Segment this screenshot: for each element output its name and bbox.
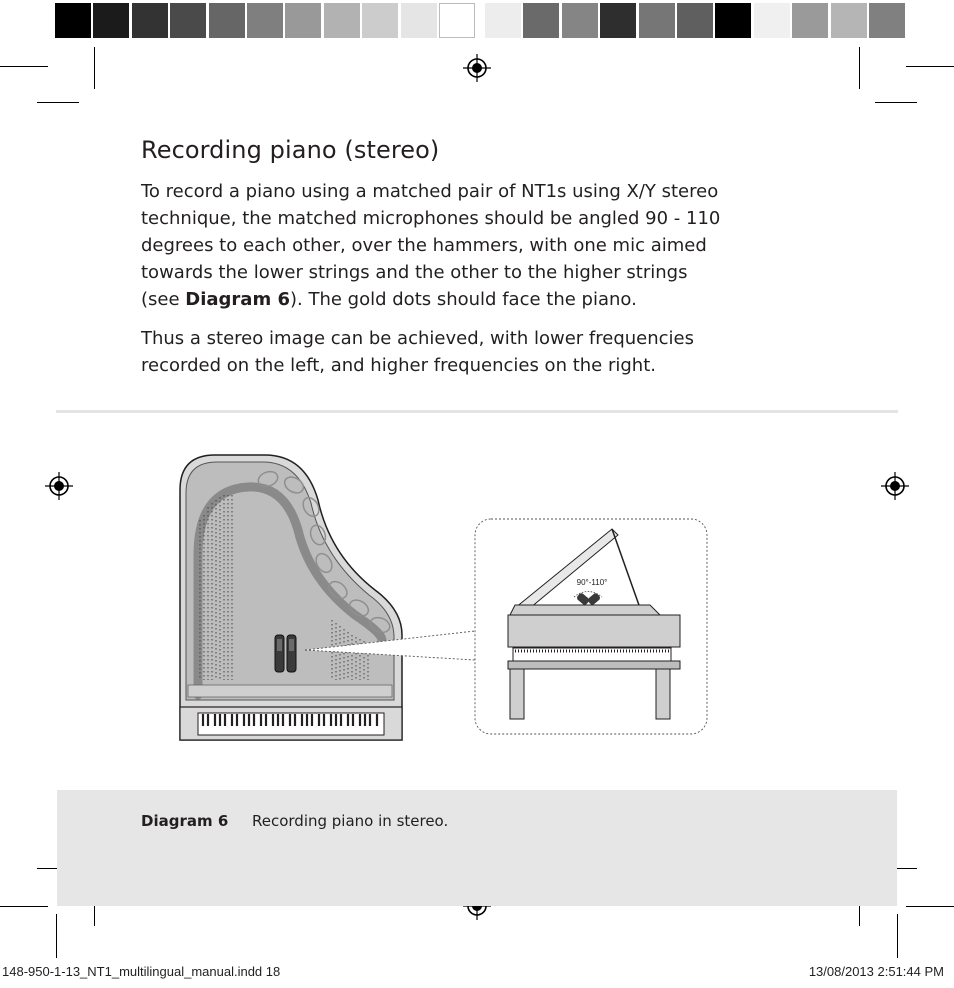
color-swatch [562,3,598,38]
body-paragraph [141,325,781,379]
color-swatch [439,3,475,38]
paragraph-line: technique, the matched microphones should be angled 90 - 110 [141,208,721,229]
body-paragraph [141,178,781,313]
registration-mark-icon [462,53,492,83]
color-swatch [869,3,905,38]
color-swatch [93,3,129,38]
registration-mark-icon [880,471,910,501]
angle-label: 90°-110° [576,578,608,587]
color-swatch [285,3,321,38]
slug-filename: 148-950-1-13_NT1_multilingual_manual.indd 18 [2,964,281,979]
color-swatch [523,3,559,38]
piano-stereo-diagram [170,445,715,745]
color-swatch [132,3,168,38]
slug-timestamp: 13/08/2013 2:51:44 PM [808,964,944,979]
grand-piano-top-view-illustration [180,455,402,740]
color-swatch [324,3,360,38]
color-swatch [639,3,675,38]
section-heading: Recording piano (stereo) [141,136,440,164]
paragraph-line [141,286,781,313]
color-swatch [55,3,91,38]
diagram-reference: Diagram 6 [185,289,290,310]
caption-band [57,790,897,906]
color-swatch [677,3,713,38]
color-swatch [754,3,790,38]
color-swatch [600,3,636,38]
color-swatch [792,3,828,38]
paragraph-line: degrees to each other, over the hammers, with one mic aimed [141,235,707,256]
paragraph-text: ). The gold dots should face the piano. [290,289,637,310]
color-swatch [831,3,867,38]
caption-label: Diagram 6 [141,812,229,830]
color-swatch [715,3,751,38]
color-swatch [209,3,245,38]
color-swatch [247,3,283,38]
color-swatch [362,3,398,38]
registration-mark-icon [44,471,74,501]
paragraph-line: recorded on the left, and higher frequencies on the right. [141,355,656,376]
color-swatch [485,3,521,38]
color-swatch [401,3,437,38]
paragraph-line: To record a piano using a matched pair of NT1s using X/Y stereo [141,181,719,202]
color-calibration-bar [55,3,900,38]
piano-side-view-callout [475,519,707,734]
color-swatch [170,3,206,38]
section-divider [56,410,898,413]
paragraph-line: Thus a stereo image can be achieved, with lower frequencies [141,328,694,349]
paragraph-text: (see [141,289,186,310]
paragraph-line: towards the lower strings and the other to the higher strings [141,262,688,283]
caption-text: Recording piano in stereo. [252,812,449,830]
